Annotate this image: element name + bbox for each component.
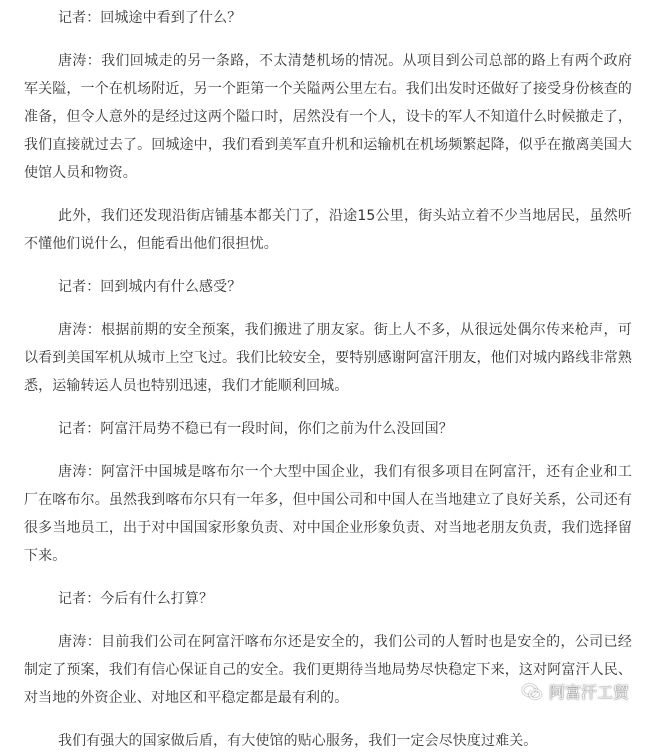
answer-paragraph: 此外，我们还发现沿街店铺基本都关门了，沿途15公里，街头站立着不少当地居民，虽然听不懂他们说什么，但能看出他们很担忧。 [24, 208, 632, 252]
question-paragraph: 记者：回到城内有什么感受？ [58, 279, 242, 295]
watermark-text: 阿富汗工贸 [548, 683, 629, 702]
answer-paragraph: 唐涛：目前我们公司在阿富汗喀布尔还是安全的，我们公司的人暂时也是安全的，公司已经制定了预案，我们有信心保证自己的安全。我们更期待当地局势尽快稳定下来，这对阿富汗人民、对当地的外资企业、对地区和平稳定都是最有利的。 [24, 634, 632, 706]
question-paragraph: 记者：阿富汗局势不稳已有一段时间，你们之前为什么没回国？ [58, 421, 453, 437]
wechat-icon [521, 681, 543, 703]
answer-paragraph: 唐涛：根据前期的安全预案，我们搬进了朋友家。街上人不多，从很远处偶尔传来枪声，可以看到美国军机从城市上空飞过。我们比较安全，要特别感谢阿富汗朋友，他们对城内路线非常熟悉，运输转运人员也特别迅速，我们才能顺利回城。 [24, 322, 632, 394]
account-watermark [521, 680, 629, 703]
answer-paragraph: 唐涛：阿富汗中国城是喀布尔一个大型中国企业，我们有很多项目在阿富汗，还有企业和工厂在喀布尔。虽然我到喀布尔只有一年多，但中国公司和中国人在当地建立了良好关系，公司还有很多当地员工，出于对中国国家形象负责、对中国企业形象负责、对当地老朋友负责，我们选择留下来。 [24, 464, 632, 564]
answer-paragraph: 唐涛：我们回城走的另一条路，不太清楚机场的情况。从项目到公司总部的路上有两个政府军关隘，一个在机场附近，另一个距第一个关隘两公里左右。我们出发时还做好了接受身份核查的准备，但令人意外的是经过这两个隘口时，居然没有一个人，设卡的军人不知道什么时候撤走了，我们直接就过去了。回城途中，我们看到美军直升机和运输机在机场频繁起降，似乎在撤离美国大使馆人员和物资。 [24, 53, 632, 181]
question-paragraph: 记者：回城途中看到了什么？ [58, 10, 242, 26]
article-body [24, 4, 632, 755]
question-paragraph: 记者：今后有什么打算？ [58, 591, 214, 607]
closing-paragraph: 我们有强大的国家做后盾，有大使馆的贴心服务，我们一定会尽快度过难关。 [58, 733, 538, 749]
